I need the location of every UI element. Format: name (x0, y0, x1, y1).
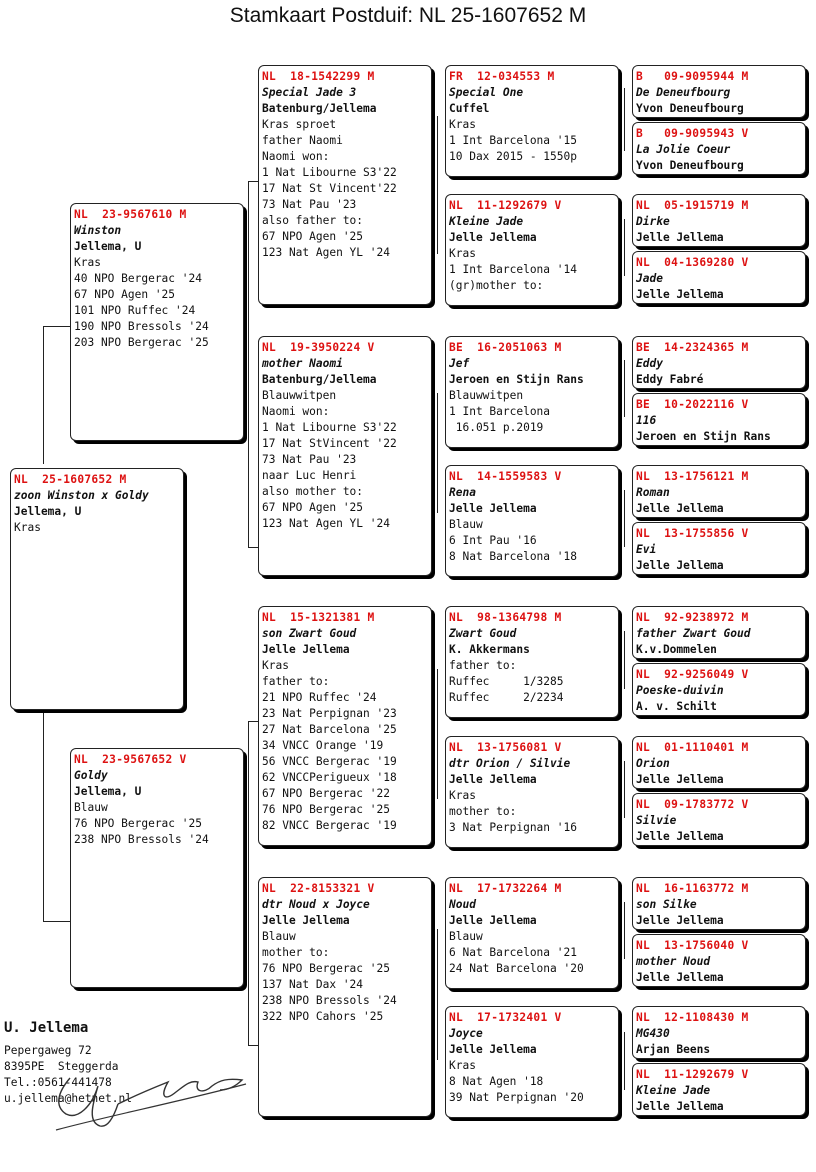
ring-number: NL 01-1110401 M (636, 741, 749, 754)
detail-line: Kras (262, 659, 289, 672)
owner-name: Jelle Jellema (262, 643, 350, 656)
pigeon-card-g9[interactable] (632, 606, 806, 659)
pigeon-card-father[interactable] (70, 203, 244, 441)
pigeon-card-ffm[interactable] (445, 194, 619, 306)
connector-line (248, 181, 249, 547)
detail-line: Naomi won: (262, 150, 330, 163)
pigeon-name: Special Jade 3 (262, 86, 357, 99)
pigeon-name: mother Naomi (262, 357, 343, 370)
pigeon-name: dtr Noud x Joyce (262, 898, 370, 911)
ring-number: NL 22-8153321 V (262, 882, 375, 895)
pigeon-card-fff[interactable] (445, 65, 619, 177)
detail-line: 40 NPO Bergerac '24 (74, 272, 202, 285)
detail-line: Kras (74, 256, 101, 269)
owner-name: Jelle Jellema (449, 231, 537, 244)
ring-number: B 09-9095944 M (636, 70, 749, 83)
connector-line (624, 88, 625, 151)
pigeon-name: Dirke (636, 215, 670, 228)
detail-line: father to: (449, 659, 517, 672)
pigeon-name: 116 (636, 414, 657, 427)
owner-name: Jelle Jellema (636, 914, 724, 927)
pigeon-card-mmm[interactable] (445, 1006, 619, 1118)
ring-number: NL 12-1108430 M (636, 1011, 749, 1024)
detail-line: 123 Nat Agen YL '24 (262, 517, 390, 530)
detail-line: 24 Nat Barcelona '20 (449, 962, 584, 975)
detail-line: 3 Nat Perpignan '16 (449, 821, 577, 834)
connector-line (248, 721, 258, 722)
detail-line: 73 Nat Pau '23 (262, 453, 357, 466)
breeder-name: U. Jellema (4, 1020, 89, 1036)
owner-name: Jelle Jellema (636, 502, 724, 515)
detail-line: naar Luc Henri (262, 469, 357, 482)
ring-number: NL 25-1607652 M (14, 473, 127, 486)
ring-number: NL 11-1292679 V (449, 199, 562, 212)
detail-line: 39 Nat Perpignan '20 (449, 1091, 584, 1104)
detail-line: Kras sproet (262, 118, 337, 131)
owner-name: Jellema, U (74, 785, 142, 798)
breeder-postal: 8395PE Steggerda (4, 1060, 119, 1073)
detail-line: 238 NPO Bressols '24 (74, 833, 209, 846)
ring-number: NL 23-9567652 V (74, 753, 187, 766)
connector-line (248, 1045, 258, 1046)
detail-line: 1 Nat Libourne S3'22 (262, 166, 397, 179)
pigeon-card-subject[interactable] (10, 468, 184, 710)
detail-line: 8 Nat Barcelona '18 (449, 550, 577, 563)
detail-line: Ruffec 2/2234 (449, 691, 564, 704)
connector-line (43, 921, 70, 922)
connector-line (437, 393, 438, 513)
pigeon-card-g11[interactable] (632, 736, 806, 789)
connector-line (248, 721, 249, 1045)
detail-line: 238 NPO Bressols '24 (262, 994, 397, 1007)
detail-line: 34 VNCC Orange '19 (262, 739, 384, 752)
pigeon-card-g5[interactable] (632, 336, 806, 389)
connector-line (624, 631, 625, 689)
connector-line (248, 181, 258, 182)
owner-name: Jeroen en Stijn Rans (449, 373, 584, 386)
detail-line: Blauw (262, 930, 296, 943)
pigeon-card-g8[interactable] (632, 522, 806, 575)
ring-number: NL 16-1163772 M (636, 882, 749, 895)
owner-name: Arjan Beens (636, 1043, 711, 1056)
detail-line: 137 Nat Dax '24 (262, 978, 364, 991)
ring-number: NL 09-1783772 V (636, 798, 749, 811)
ring-number: NL 13-1756121 M (636, 470, 749, 483)
pigeon-name: Goldy (74, 769, 108, 782)
pigeon-name: Rena (449, 486, 476, 499)
owner-name: Jellema, U (14, 505, 82, 518)
detail-line: 62 VNCCPerigueux '18 (262, 771, 397, 784)
pigeon-name: De Deneufbourg (636, 86, 731, 99)
pigeon-card-g2[interactable] (632, 122, 806, 175)
pigeon-card-g10[interactable] (632, 663, 806, 716)
ring-number: NL 14-1559583 V (449, 470, 562, 483)
detail-line: 1 Nat Libourne S3'22 (262, 421, 397, 434)
connector-line (43, 326, 44, 464)
pigeon-card-g4[interactable] (632, 251, 806, 304)
ring-number: BE 16-2051063 M (449, 341, 562, 354)
pigeon-name: Kleine Jade (449, 215, 524, 228)
connector-line (624, 219, 625, 276)
ring-number: BE 14-2324365 M (636, 341, 749, 354)
owner-name: Jelle Jellema (636, 830, 724, 843)
ring-number: BE 10-2022116 V (636, 398, 749, 411)
detail-line: 27 Nat Barcelona '25 (262, 723, 397, 736)
detail-line: 76 NPO Bergerac '25 (262, 962, 390, 975)
detail-line: also father to: (262, 214, 364, 227)
ring-number: NL 04-1369280 V (636, 256, 749, 269)
connector-line (248, 547, 258, 548)
detail-line: 6 Int Pau '16 (449, 534, 537, 547)
pigeon-card-mff[interactable] (445, 606, 619, 718)
owner-name: Cuffel (449, 102, 490, 115)
detail-line: also mother to: (262, 485, 364, 498)
detail-line: 1 Int Barcelona '15 (449, 134, 577, 147)
owner-name: Jelle Jellema (636, 288, 724, 301)
detail-line: 190 NPO Bressols '24 (74, 320, 209, 333)
detail-line: 67 NPO Bergerac '22 (262, 787, 390, 800)
pigeon-card-mfm[interactable] (445, 736, 619, 848)
breeder-phone: Tel.:0561-441478 (4, 1076, 112, 1089)
detail-line: 1 Int Barcelona '14 (449, 263, 577, 276)
detail-line: 67 NPO Agen '25 (262, 501, 364, 514)
pigeon-name: Kleine Jade (636, 1084, 711, 1097)
owner-name: K.v.Dommelen (636, 643, 717, 656)
connector-line (43, 326, 70, 327)
detail-line: mother to: (449, 805, 517, 818)
detail-line: 123 Nat Agen YL '24 (262, 246, 390, 259)
detail-line: 23 Nat Perpignan '23 (262, 707, 397, 720)
detail-line: 8 Nat Agen '18 (449, 1075, 544, 1088)
ring-number: B 09-9095943 V (636, 127, 749, 140)
pigeon-card-g3[interactable] (632, 194, 806, 247)
owner-name: Jeroen en Stijn Rans (636, 430, 771, 443)
owner-name: Batenburg/Jellema (262, 373, 377, 386)
connector-line (43, 711, 44, 921)
pigeon-name: Silvie (636, 814, 677, 827)
detail-line: 16.051 p.2019 (449, 421, 544, 434)
detail-line: 76 NPO Bergerac '25 (262, 803, 390, 816)
detail-line: father Naomi (262, 134, 343, 147)
ring-number: NL 17-1732264 M (449, 882, 562, 895)
pigeon-card-mf[interactable] (258, 606, 432, 846)
detail-line: 67 NPO Agen '25 (262, 230, 364, 243)
detail-line: 82 VNCC Bergerac '19 (262, 819, 397, 832)
owner-name: Jelle Jellema (449, 773, 537, 786)
detail-line: 322 NPO Cahors '25 (262, 1010, 384, 1023)
pigeon-name: Zwart Goud (449, 627, 517, 640)
detail-line: Blauw (449, 930, 483, 943)
owner-name: Jelle Jellema (636, 1100, 724, 1113)
pigeon-name: son Silke (636, 898, 697, 911)
detail-line: Kras (449, 118, 476, 131)
pigeon-card-g1[interactable] (632, 65, 806, 118)
pigeon-name: mother Noud (636, 955, 711, 968)
pigeon-name: son Zwart Goud (262, 627, 357, 640)
owner-name: Jelle Jellema (449, 502, 537, 515)
pigeon-name: Special One (449, 86, 524, 99)
ring-number: NL 19-3950224 V (262, 341, 375, 354)
pigeon-name: MG430 (636, 1027, 670, 1040)
detail-line: Ruffec 1/3285 (449, 675, 564, 688)
detail-line: Kras (14, 521, 41, 534)
detail-line: 76 NPO Bergerac '25 (74, 817, 202, 830)
pigeon-card-g15[interactable] (632, 1006, 806, 1059)
owner-name: A. v. Schilt (636, 700, 717, 713)
pigeon-name: zoon Winston x Goldy (14, 489, 149, 502)
detail-line: 56 VNCC Bergerac '19 (262, 755, 397, 768)
owner-name: Yvon Deneufbourg (636, 102, 744, 115)
pigeon-card-ff[interactable] (258, 65, 432, 305)
pigeon-name: Noud (449, 898, 476, 911)
detail-line: Blauwwitpen (449, 389, 524, 402)
breeder-address: Pepergaweg 72 (4, 1044, 92, 1057)
detail-line: 6 Nat Barcelona '21 (449, 946, 577, 959)
detail-line: Blauw (74, 801, 108, 814)
owner-name: Jelle Jellema (262, 914, 350, 927)
pigeon-card-g12[interactable] (632, 793, 806, 846)
detail-line: 17 Nat StVincent '22 (262, 437, 397, 450)
detail-line: father to: (262, 675, 330, 688)
detail-line: 73 Nat Pau '23 (262, 198, 357, 211)
owner-name: Jelle Jellema (449, 914, 537, 927)
connector-line (624, 1032, 625, 1090)
detail-line: 1 Int Barcelona (449, 405, 551, 418)
ring-number: NL 98-1364798 M (449, 611, 562, 624)
pigeon-name: Jade (636, 272, 663, 285)
connector-line (437, 116, 438, 254)
pigeon-name: father Zwart Goud (636, 627, 751, 640)
ring-number: NL 23-9567610 M (74, 208, 187, 221)
detail-line: 10 Dax 2015 - 1550p (449, 150, 577, 163)
pigeon-name: Orion (636, 757, 670, 770)
pigeon-card-g16[interactable] (632, 1063, 806, 1116)
breeder-email: u.jellema@hetnet.nl (4, 1092, 132, 1105)
pigeon-name: Evi (636, 543, 657, 556)
ring-number: NL 18-1542299 M (262, 70, 375, 83)
owner-name: Jelle Jellema (449, 1043, 537, 1056)
pigeon-name: Jef (449, 357, 470, 370)
detail-line: 67 NPO Agen '25 (74, 288, 176, 301)
pigeon-card-g7[interactable] (632, 465, 806, 518)
ring-number: NL 13-1756040 V (636, 939, 749, 952)
pigeon-card-mmf[interactable] (445, 877, 619, 989)
ring-number: NL 15-1321381 M (262, 611, 375, 624)
detail-line: 21 NPO Ruffec '24 (262, 691, 377, 704)
detail-line: (gr)mother to: (449, 279, 544, 292)
ring-number: NL 05-1915719 M (636, 199, 749, 212)
ring-number: NL 92-9256049 V (636, 668, 749, 681)
detail-line: Kras (449, 247, 476, 260)
ring-number: NL 92-9238972 M (636, 611, 749, 624)
pigeon-name: Joyce (449, 1027, 483, 1040)
detail-line: Kras (449, 789, 476, 802)
pigeon-name: La Jolie Coeur (636, 143, 731, 156)
detail-line: Kras (449, 1059, 476, 1072)
pigeon-name: Winston (74, 224, 122, 237)
pigeon-card-g14[interactable] (632, 934, 806, 987)
owner-name: Jelle Jellema (636, 559, 724, 572)
connector-line (624, 490, 625, 547)
detail-line: Blauw (449, 518, 483, 531)
owner-name: K. Akkermans (449, 643, 530, 656)
pigeon-card-fm[interactable] (258, 336, 432, 576)
ring-number: FR 12-034553 M (449, 70, 555, 83)
connector-line (437, 669, 438, 799)
owner-name: Jelle Jellema (636, 773, 724, 786)
pigeon-name: Roman (636, 486, 670, 499)
page-title: Stamkaart Postduif: NL 25-1607652 M (229, 4, 587, 27)
detail-line: 203 NPO Bergerac '25 (74, 336, 209, 349)
owner-name: Yvon Deneufbourg (636, 159, 744, 172)
owner-name: Jelle Jellema (636, 971, 724, 984)
pigeon-card-fmf[interactable] (445, 336, 619, 448)
detail-line: Naomi won: (262, 405, 330, 418)
pigeon-name: Poeske-duivin (636, 684, 724, 697)
detail-line: 101 NPO Ruffec '24 (74, 304, 196, 317)
handwritten-signature (48, 1056, 258, 1140)
pigeon-card-g13[interactable] (632, 877, 806, 930)
ring-number: NL 17-1732401 V (449, 1011, 562, 1024)
owner-name: Eddy Fabré (636, 373, 704, 386)
ring-number: NL 13-1755856 V (636, 527, 749, 540)
owner-name: Batenburg/Jellema (262, 102, 377, 115)
connector-line (624, 360, 625, 417)
pigeon-card-fmm[interactable] (445, 465, 619, 577)
owner-name: Jellema, U (74, 240, 142, 253)
pigeon-card-g6[interactable] (632, 393, 806, 446)
detail-line: Blauwwitpen (262, 389, 337, 402)
connector-line (624, 902, 625, 959)
connector-line (624, 761, 625, 818)
pigeon-card-mother[interactable] (70, 748, 244, 988)
pigeon-card-mm[interactable] (258, 877, 432, 1117)
pigeon-name: Eddy (636, 357, 663, 370)
ring-number: NL 13-1756081 V (449, 741, 562, 754)
detail-line: 17 Nat St Vincent'22 (262, 182, 397, 195)
owner-name: Jelle Jellema (636, 231, 724, 244)
detail-line: mother to: (262, 946, 330, 959)
ring-number: NL 11-1292679 V (636, 1068, 749, 1081)
connector-line (437, 929, 438, 1060)
pigeon-name: dtr Orion / Silvie (449, 757, 571, 770)
